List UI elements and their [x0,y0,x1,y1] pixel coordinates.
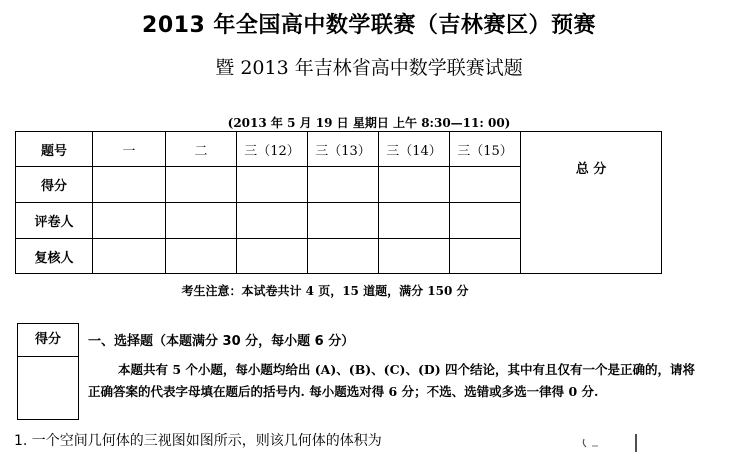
question-1: 1. 一个空间几何体的三视图如图所示，则该几何体的体积为 [14,433,382,449]
table-cell[interactable] [237,167,308,203]
row-label-reviewer: 复核人 [16,239,93,274]
score-box-label: 得分 [18,324,78,357]
row-label-grader: 评卷人 [16,203,93,239]
row-label-score: 得分 [16,167,93,203]
exam-title: 2013 年全国高中数学联赛（吉林赛区）预赛 [142,13,596,38]
column-header: 一 [93,132,166,167]
total-score-cell [521,132,662,274]
table-cell[interactable] [379,239,450,274]
column-header: 三（13） [308,132,379,167]
table-cell[interactable] [379,203,450,239]
table-cell[interactable] [379,167,450,203]
table-row [16,132,662,167]
three-view-figure-fragment [580,430,660,455]
table-cell[interactable] [237,239,308,274]
exam-notice: 考生注意：本试卷共计 4 页，15 道题，满分 150 分 [181,284,469,298]
exam-date: (2013 年 5 月 19 日 星期日 上午 8:30—11: 00) [227,116,511,130]
total-score-label: 总 分 [575,162,607,177]
table-cell[interactable] [93,239,166,274]
section-heading: 一、选择题（本题满分 30 分，每小题 6 分） [88,334,355,349]
table-cell[interactable] [450,203,521,239]
table-cell[interactable] [450,167,521,203]
table-cell[interactable] [166,203,237,239]
table-cell[interactable] [93,167,166,203]
column-header: 三（15） [450,132,521,167]
column-header: 二 [166,132,237,167]
column-header: 三（14） [379,132,450,167]
exam-subtitle: 暨 2013 年吉林省高中数学联赛试题 [215,57,523,79]
table-cell[interactable] [166,167,237,203]
table-cell[interactable] [93,203,166,239]
table-cell[interactable] [450,239,521,274]
table-cell[interactable] [308,167,379,203]
row-label-number: 题号 [16,132,93,167]
table-cell[interactable] [308,203,379,239]
table-cell[interactable] [166,239,237,274]
table-cell[interactable] [308,239,379,274]
column-header: 三（12） [237,132,308,167]
score-table [15,131,662,274]
table-cell[interactable] [237,203,308,239]
section-instructions: 本题共有 5 个小题，每小题均给出 (A)、(B)、(C)、(D) 四个结论，其中有且仅有一个是正确的，请将正确答案的代表字母填在题后的括号内. 每小题选对得 6 分；不选、选错或多选一律得 0 分. [88,362,695,399]
section-score-box [17,323,79,420]
